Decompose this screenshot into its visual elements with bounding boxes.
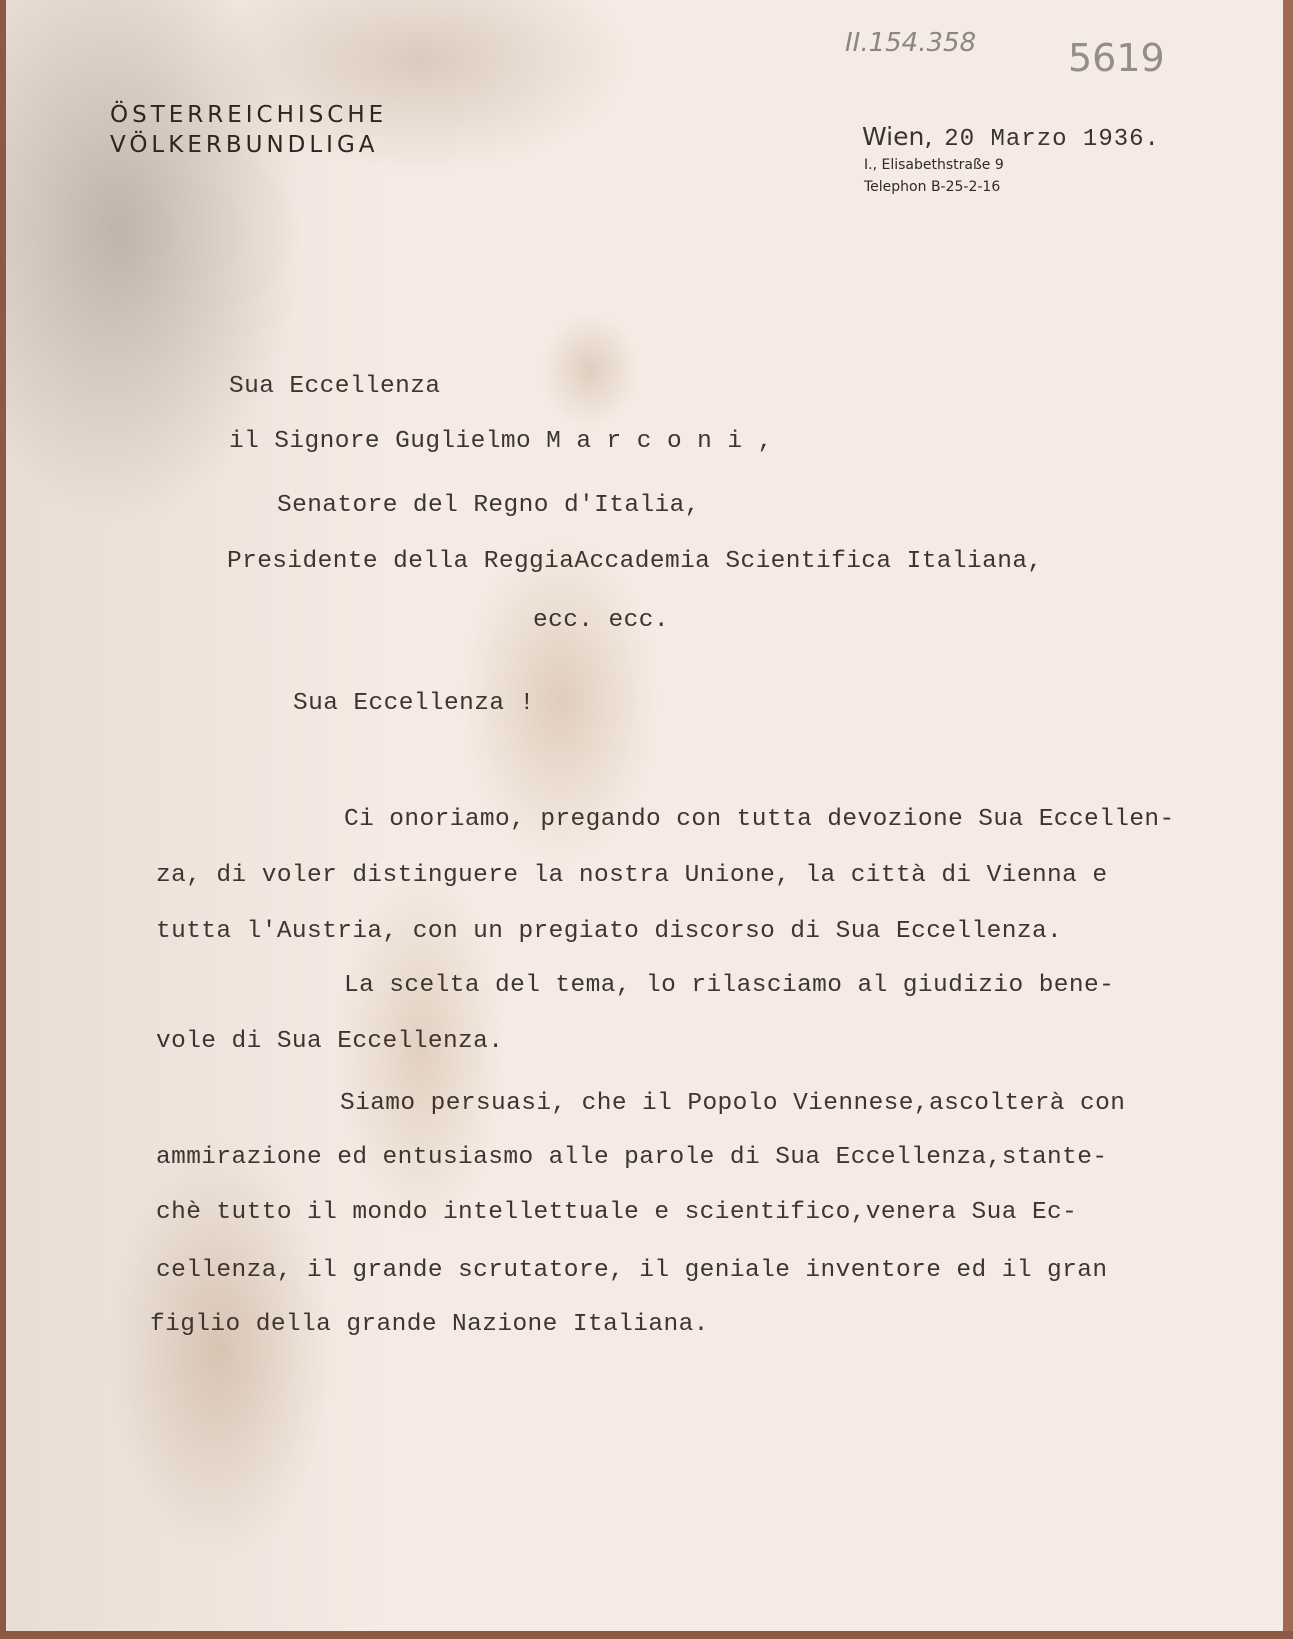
recipient-line-3: Senatore del Regno d'Italia, [277,492,700,519]
body-line: La scelta del tema, lo rilasciamo al giudizio bene- [344,972,1115,999]
scan-edge-right [1283,0,1293,1639]
recipient-line-5: ecc. ecc. [533,607,669,634]
body-line: tutta l'Austria, con un pregiato discorso di Sua Eccellenza. [156,918,1063,945]
scan-edge-left [0,0,6,1639]
recipient-line-2: il Signore Guglielmo M a r c o n i , [229,428,773,455]
dateline-place: Wien, [862,122,933,151]
letterhead-line-2: VÖLKERBUNDLIGA [110,132,379,158]
archive-number: II.154.358 [845,28,977,58]
body-line: figlio della grande Nazione Italiana. [150,1311,709,1338]
body-line: vole di Sua Eccellenza. [156,1028,504,1055]
letterhead-address [864,154,1004,198]
telephone-line: Telephon B-25-2-16 [864,179,1001,195]
body-line: Ci onoriamo, pregando con tutta devozione Sua Eccellen- [344,806,1175,833]
dateline [862,122,1160,153]
body-line: Siamo persuasi, che il Popolo Viennese,ascolterà con [340,1090,1126,1117]
body-line: za, di voler distinguere la nostra Unione, la città di Vienna e [156,862,1108,889]
recipient-line-1: Sua Eccellenza [229,373,441,400]
body-line: cellenza, il grande scrutatore, il geniale inventore ed il gran [156,1257,1108,1284]
address-line: I., Elisabethstraße 9 [864,157,1004,173]
dateline-date: 20 Marzo 1936. [944,126,1160,153]
scan-edge-bottom [0,1631,1293,1639]
salutation: Sua Eccellenza ! [293,690,535,717]
letterhead [110,100,387,160]
archive-number-2: 5619 [1068,36,1165,80]
body-line: chè tutto il mondo intellettuale e scientifico,venera Sua Ec- [156,1199,1078,1226]
recipient-line-4: Presidente della ReggiaAccademia Scientifica Italiana, [227,548,1043,575]
body-line: ammirazione ed entusiasmo alle parole di Sua Eccellenza,stante- [156,1144,1108,1171]
letterhead-line-1: ÖSTERREICHISCHE [110,102,388,128]
